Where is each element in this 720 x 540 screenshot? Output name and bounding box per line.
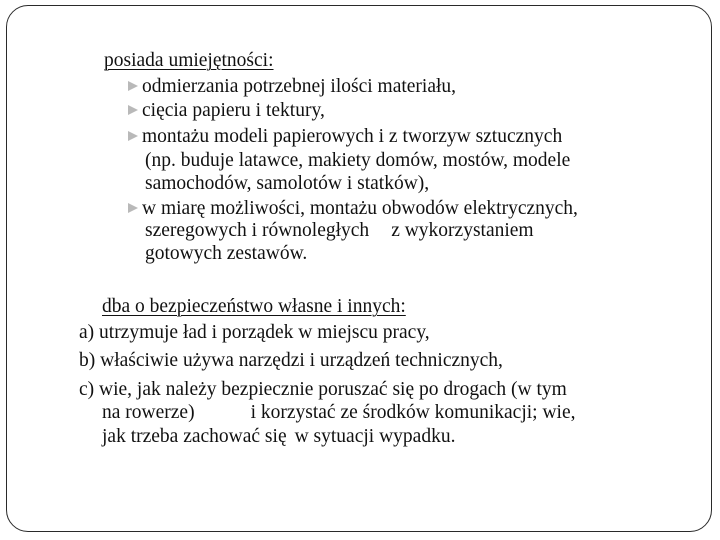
bullet-continuation: gotowych zestawów.	[145, 243, 308, 264]
bullet-text: montażu modeli papierowych i z tworzyw sztucznych	[142, 126, 563, 147]
list-item-continuation	[102, 402, 575, 424]
list-text-part: na rowerze)	[102, 402, 195, 423]
bullet-text-part: z wykorzystaniem	[391, 220, 534, 241]
list-item-c: c) wie, jak należy bezpiecznie poruszać się po drogach (w tym	[79, 379, 567, 400]
bullet-text: odmierzania potrzebnej ilości materiału,	[142, 76, 457, 97]
bullet-item-circuits	[128, 198, 578, 220]
bullet-text: w miarę możliwości, montażu obwodów elektrycznych,	[142, 198, 578, 219]
triangle-bullet-icon	[128, 203, 138, 213]
list-item-b: b) właściwie używa narzędzi i urządzeń technicznych,	[79, 350, 503, 371]
bullet-continuation	[145, 220, 534, 242]
list-item-continuation	[102, 426, 455, 448]
list-item-a: a) utrzymuje ład i porządek w miejscu pracy,	[79, 322, 430, 343]
bullet-continuation: samochodów, samolotów i statków),	[145, 173, 430, 194]
triangle-bullet-icon	[128, 105, 138, 115]
safety-heading: dba o bezpieczeństwo własne i innych:	[102, 296, 406, 317]
bullet-item-measuring	[128, 76, 456, 98]
triangle-bullet-icon	[128, 131, 138, 141]
list-text-part: i korzystać ze środków komunikacji; wie,	[250, 402, 576, 423]
bullet-item-cutting	[128, 100, 325, 122]
bullet-continuation: (np. buduje latawce, makiety domów, mostów, modele	[145, 150, 571, 171]
bullet-text: cięcia papieru i tektury,	[142, 100, 325, 121]
list-text-part: jak trzeba zachować się	[102, 426, 287, 447]
bullet-text-part: szeregowych i równoległych	[145, 220, 370, 241]
skills-heading: posiada umiejętności:	[104, 50, 274, 71]
triangle-bullet-icon	[128, 81, 138, 91]
bullet-item-models	[128, 126, 562, 148]
list-text-part: w sytuacji wypadku.	[294, 426, 456, 447]
